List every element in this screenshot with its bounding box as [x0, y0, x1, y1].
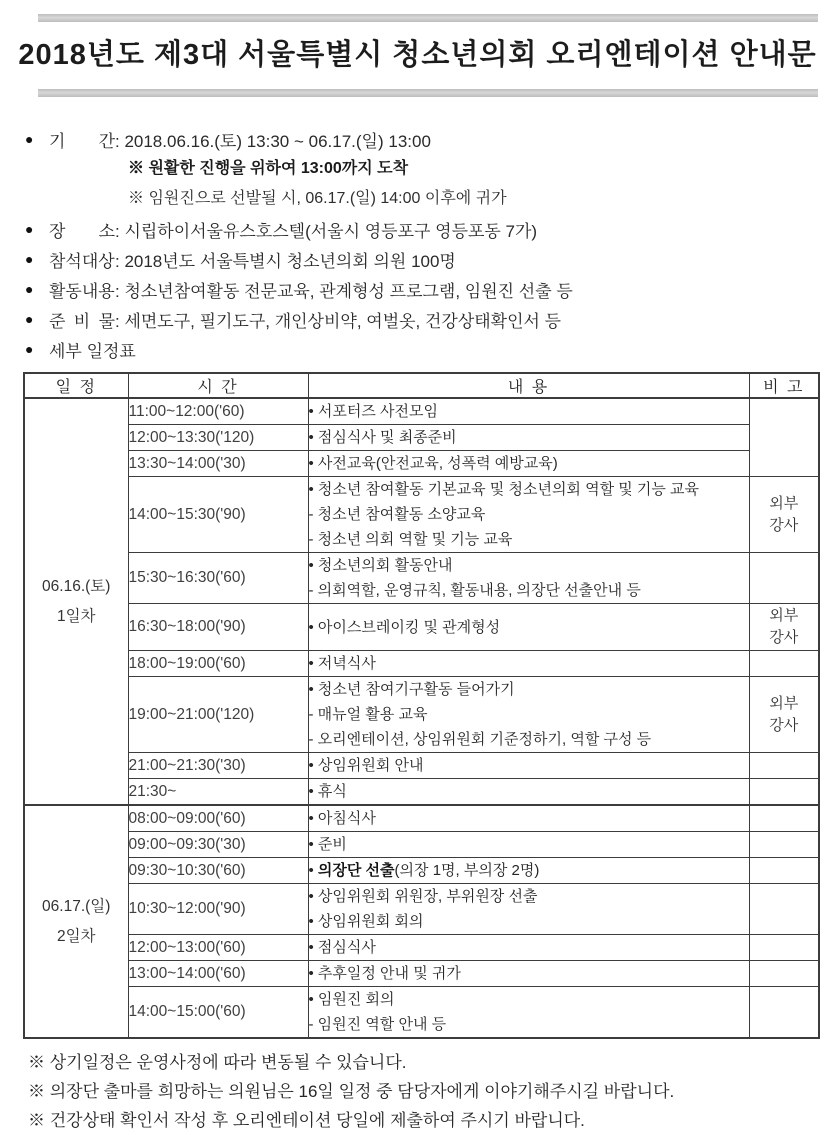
- note-line: 강사: [769, 629, 799, 646]
- content-cell: [308, 753, 749, 779]
- note-line: 외부: [769, 607, 799, 624]
- bullet-icon: ●: [25, 131, 34, 147]
- note-cell: [749, 961, 819, 987]
- time-cell: 21:00~21:30('30): [128, 753, 308, 779]
- schedule-row: [24, 961, 819, 987]
- day-number-label: 1일차: [56, 607, 96, 625]
- info-item-label: 활동내용: [49, 281, 115, 301]
- date-cell: [24, 398, 128, 805]
- note-cell: [749, 987, 819, 1039]
- schedule-row: [24, 425, 819, 451]
- content-line: - 오리엔테이션, 상임위원회 기준정하기, 역할 구성 등: [308, 731, 652, 748]
- info-item-value: : 2018.06.16.(토) 13:30 ~ 06.17.(일) 13:00: [115, 131, 431, 151]
- content-line: • 아이스브레이킹 및 관계형성: [308, 618, 501, 636]
- content-line: - 청소년 의회 역할 및 기능 교육: [308, 531, 513, 548]
- note-cell: [749, 651, 819, 677]
- date-cell: [24, 805, 128, 1038]
- content-line: • 점심식사: [308, 939, 376, 956]
- content-line: • 준비: [308, 836, 347, 853]
- time-cell: 08:00~09:00('60): [128, 805, 308, 832]
- col-header-time: 시 간: [128, 373, 308, 398]
- content-cell: [308, 858, 749, 884]
- note-cell: [749, 398, 819, 477]
- content-cell: [308, 651, 749, 677]
- content-text: (의장 1명, 부의장 2명): [394, 862, 540, 879]
- schedule-row: [24, 398, 819, 425]
- content-cell: [308, 987, 749, 1039]
- schedule-row: [24, 677, 819, 753]
- note-cell: [749, 832, 819, 858]
- info-sub-note: ※ 임원진으로 선발될 시, 06.17.(일) 14:00 이후에 귀가: [128, 190, 507, 207]
- time-cell: 10:30~12:00('90): [128, 884, 308, 935]
- note-cell: [749, 753, 819, 779]
- time-cell: 11:00~12:00('60): [128, 398, 308, 425]
- note-line: 외부: [769, 494, 799, 512]
- content-line: • 청소년 참여활동 기본교육 및 청소년의회 역할 및 기능 교육: [308, 481, 700, 498]
- col-header-note: 비 고: [749, 373, 819, 398]
- content-cell: [308, 425, 749, 451]
- info-item: [25, 214, 835, 244]
- info-item: [25, 274, 835, 304]
- content-line: • 추후일정 안내 및 귀가: [308, 965, 461, 982]
- content-cell: [308, 553, 749, 604]
- footnote: ※ 건강상태 확인서 작성 후 오리엔테이션 당일에 제출하여 주시기 바랍니다.: [28, 1111, 585, 1130]
- note-line: 강사: [769, 716, 799, 734]
- schedule-row: [24, 987, 819, 1039]
- content-line: • 임원진 회의: [308, 991, 395, 1008]
- content-line: - 임원진 역할 안내 등: [308, 1016, 447, 1033]
- date-label: 06.17.(일): [42, 897, 111, 915]
- schedule-row: [24, 779, 819, 806]
- header-row: [24, 373, 819, 398]
- info-list: [25, 124, 835, 364]
- day-number-label: 2일차: [56, 927, 96, 945]
- note-cell: [749, 677, 819, 753]
- schedule-row: [24, 753, 819, 779]
- time-cell: 19:00~21:00('120): [128, 677, 308, 753]
- content-line: • 저녁식사: [308, 655, 376, 672]
- content-line: - 청소년 참여활동 소양교육: [308, 506, 486, 523]
- info-item: [25, 304, 835, 334]
- content-cell: [308, 451, 749, 477]
- schedule-row: [24, 805, 819, 832]
- time-cell: 21:30~: [128, 779, 308, 806]
- info-item-label: 참석대상: [49, 251, 115, 271]
- content-line: • 상임위원회 위원장, 부위원장 선출: [308, 888, 538, 905]
- content-cell: [308, 805, 749, 832]
- content-line: • 휴식: [308, 783, 347, 800]
- schedule-row: [24, 935, 819, 961]
- schedule-row: [24, 553, 819, 604]
- note-cell: [749, 805, 819, 832]
- content-line: • 아침식사: [308, 810, 376, 827]
- note-cell: [749, 477, 819, 553]
- content-line: - 매뉴얼 활용 교육: [308, 706, 428, 723]
- info-item: [25, 334, 835, 364]
- info-item: [25, 124, 835, 154]
- footnote: ※ 의장단 출마를 희망하는 의원님은 16일 일정 중 담당자에게 이야기해주시길 바랍니다.: [28, 1082, 675, 1101]
- info-item-value: : 시립하이서울유스호스텔(서울시 영등포구 영등포동 7가): [115, 221, 538, 241]
- bullet-icon: ●: [25, 341, 34, 357]
- schedule-table: [23, 372, 820, 1039]
- content-cell: [308, 398, 749, 425]
- content-line: • 청소년 참여기구활동 들어가기: [308, 681, 515, 698]
- note-cell: [749, 858, 819, 884]
- time-cell: 15:30~16:30('60): [128, 553, 308, 604]
- content-line: - 의회역할, 운영규칙, 활동내용, 의장단 선출안내 등: [308, 582, 641, 599]
- content-cell: [308, 884, 749, 935]
- bullet-icon: ●: [25, 281, 34, 297]
- content-line: • 사전교육(안전교육, 성폭력 예방교육): [308, 455, 558, 472]
- bullet-icon: ●: [25, 251, 34, 267]
- content-line: [309, 858, 749, 883]
- time-cell: 13:00~14:00('60): [128, 961, 308, 987]
- content-line: • 상임위원회 안내: [308, 757, 424, 774]
- title-rule-bottom: [38, 89, 818, 97]
- time-cell: 09:30~10:30('60): [128, 858, 308, 884]
- date-label: 06.16.(토): [42, 577, 111, 595]
- content-bold-text: 의장단 선출: [317, 862, 395, 879]
- content-text: •: [308, 862, 318, 879]
- title-rule-top: [38, 14, 818, 22]
- info-item-label: 준 비 물: [49, 311, 115, 331]
- title-block: [0, 0, 835, 97]
- note-cell: [749, 884, 819, 935]
- time-cell: 14:00~15:30('90): [128, 477, 308, 553]
- schedule-table-body: [24, 398, 819, 1038]
- time-cell: 14:00~15:00('60): [128, 987, 308, 1039]
- content-cell: [308, 604, 749, 651]
- schedule-row: [24, 832, 819, 858]
- bullet-icon: ●: [25, 311, 34, 327]
- info-item-value: : 청소년참여활동 전문교육, 관계형성 프로그램, 임원진 선출 등: [115, 281, 573, 301]
- schedule-row: [24, 858, 819, 884]
- note-cell: [749, 553, 819, 604]
- schedule-row: [24, 884, 819, 935]
- schedule-row: [24, 451, 819, 477]
- note-line: 강사: [769, 516, 799, 534]
- time-cell: 12:00~13:00('60): [128, 935, 308, 961]
- content-line: • 상임위원회 회의: [308, 913, 424, 930]
- info-item-label: 장 소: [49, 221, 115, 241]
- note-cell: [749, 935, 819, 961]
- document-title: 2018년도 제3대 서울특별시 청소년의회 오리엔테이션 안내문: [18, 39, 817, 71]
- col-header-schedule: 일 정: [24, 373, 128, 398]
- content-cell: [308, 935, 749, 961]
- info-item-value: : 2018년도 서울특별시 청소년의회 의원 100명: [115, 251, 456, 271]
- schedule-row: [24, 604, 819, 651]
- content-line: • 서포터즈 사전모임: [308, 403, 439, 420]
- time-cell: 18:00~19:00('60): [128, 651, 308, 677]
- info-item-label: 기 간: [49, 131, 115, 151]
- bullet-icon: ●: [25, 221, 34, 237]
- content-cell: [308, 477, 749, 553]
- note-cell: [749, 604, 819, 651]
- info-item-value: : 세면도구, 필기도구, 개인상비약, 여벌옷, 건강상태확인서 등: [115, 311, 562, 331]
- content-cell: [308, 677, 749, 753]
- time-cell: 12:00~13:30('120): [128, 425, 308, 451]
- info-sub-note: ※ 원활한 진행을 위하여 13:00까지 도착: [128, 160, 409, 177]
- schedule-row: [24, 477, 819, 553]
- content-cell: [308, 779, 749, 806]
- note-line: 외부: [769, 694, 799, 712]
- time-cell: 16:30~18:00('90): [128, 604, 308, 651]
- info-item: [25, 244, 835, 274]
- time-cell: 13:30~14:00('30): [128, 451, 308, 477]
- content-cell: [308, 961, 749, 987]
- footnote: ※ 상기일정은 운영사정에 따라 변동될 수 있습니다.: [28, 1053, 407, 1072]
- schedule-row: [24, 651, 819, 677]
- info-item-label: 세부 일정표: [49, 341, 136, 361]
- col-header-content: 내 용: [308, 373, 749, 398]
- content-line: • 점심식사 및 최종준비: [308, 429, 457, 446]
- note-cell: [749, 779, 819, 806]
- schedule-table-header: [24, 373, 819, 398]
- content-cell: [308, 832, 749, 858]
- time-cell: 09:00~09:30('30): [128, 832, 308, 858]
- footnotes: [28, 1048, 835, 1135]
- content-line: • 청소년의회 활동안내: [308, 557, 453, 574]
